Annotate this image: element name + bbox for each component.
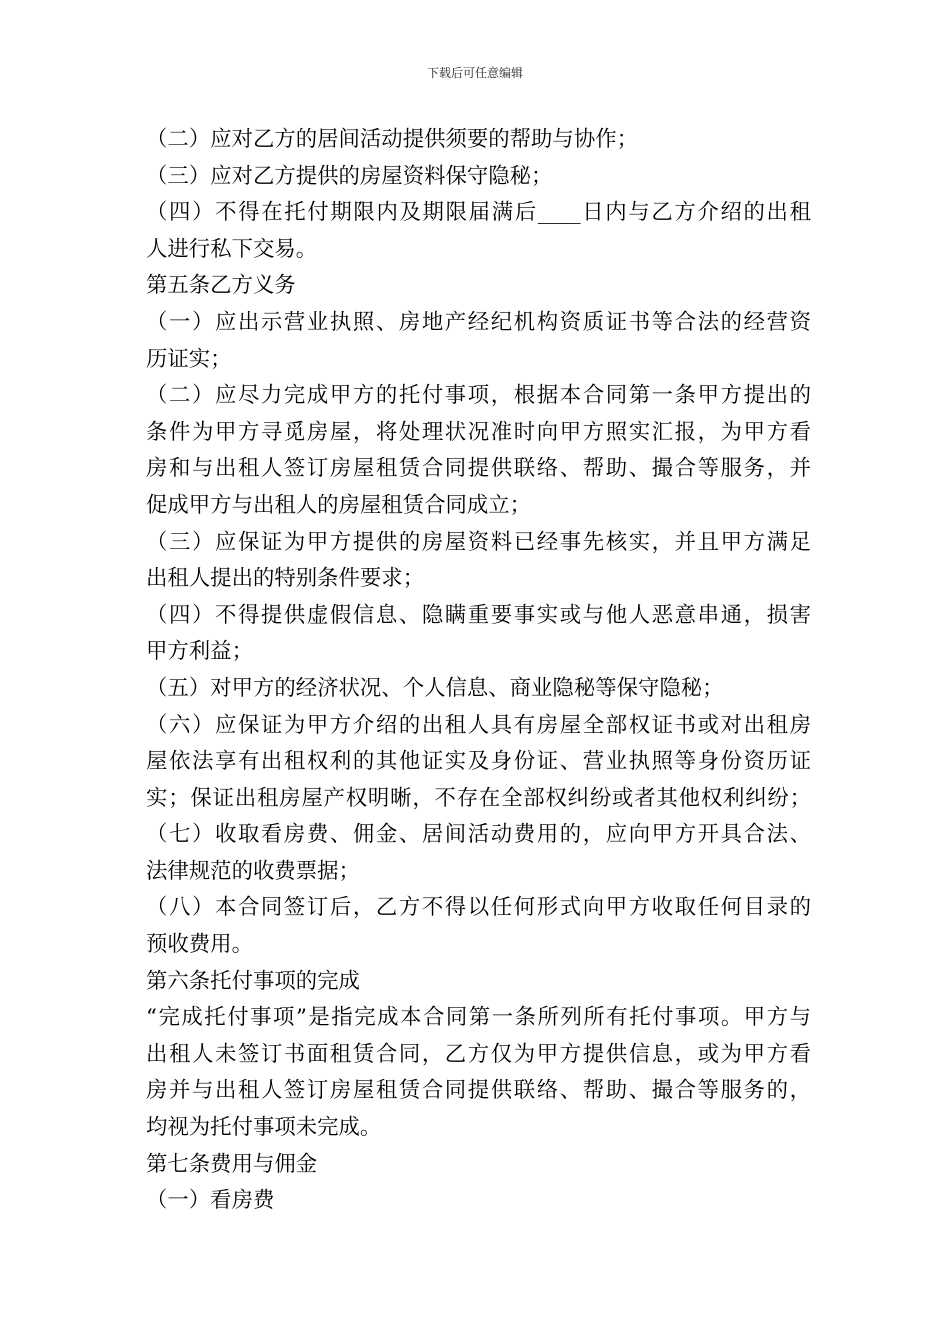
text-line: 条件为甲方寻觅房屋，将处理状况准时向甲方照实汇报，为甲方看 bbox=[146, 419, 811, 445]
text-line: 历证实； bbox=[146, 346, 232, 372]
text-line: （四）不得在托付期限内及期限届满后____日内与乙方介绍的出租 bbox=[146, 200, 811, 226]
document-body bbox=[146, 122, 811, 1220]
text-line: （三）应对乙方提供的房屋资料保守隐秘； bbox=[146, 163, 553, 189]
text-line: （二）应对乙方的居间活动提供须要的帮助与协作； bbox=[146, 127, 638, 152]
text-line: 屋依法享有出租权利的其他证实及身份证、营业执照等身份资历证 bbox=[146, 749, 811, 775]
text-line: 均视为托付事项未完成。 bbox=[146, 1115, 382, 1141]
text-line: （五）对甲方的经济状况、个人信息、商业隐秘等保守隐秘； bbox=[146, 675, 724, 701]
text-line: （一）看房费 bbox=[146, 1188, 275, 1214]
text-line: 出租人提出的特别条件要求； bbox=[146, 566, 425, 592]
text-line: （七）收取看房费、佣金、居间活动费用的，应向甲方开具合法、 bbox=[146, 822, 811, 848]
text-line: 房和与出租人签订房屋租赁合同提供联络、帮助、撮合等服务，并 bbox=[146, 456, 811, 482]
text-line: （八）本合同签订后，乙方不得以任何形式向甲方收取任何目录的 bbox=[146, 895, 811, 921]
text-line: （一）应出示营业执照、房地产经纪机构资质证书等合法的经营资 bbox=[146, 309, 811, 335]
text-line: （三）应保证为甲方提供的房屋资料已经事先核实，并且甲方满足 bbox=[146, 529, 811, 555]
text-line: “完成托付事项”是指完成本合同第一条所列所有托付事项。甲方与 bbox=[146, 1005, 811, 1031]
text-line: 预收费用。 bbox=[146, 932, 253, 958]
text-line: 房并与出租人签订房屋租赁合同提供联络、帮助、撮合等服务的， bbox=[146, 1078, 811, 1104]
text-line: 出租人未签订书面租赁合同，乙方仅为甲方提供信息，或为甲方看 bbox=[146, 1041, 811, 1067]
text-line: （六）应保证为甲方介绍的出租人具有房屋全部权证书或对出租房 bbox=[146, 712, 811, 738]
text-line: 人进行私下交易。 bbox=[146, 236, 318, 262]
text-line: 法律规范的收费票据； bbox=[146, 858, 360, 884]
section-heading: 第六条托付事项的完成 bbox=[146, 968, 360, 994]
text-line: 甲方利益； bbox=[146, 639, 253, 665]
text-line: （二）应尽力完成甲方的托付事项，根据本合同第一条甲方提出的 bbox=[146, 383, 811, 409]
text-line: （四）不得提供虚假信息、隐瞒重要事实或与他人恶意串通，损害 bbox=[146, 602, 811, 628]
text-line: 促成甲方与出租人的房屋租赁合同成立； bbox=[146, 492, 532, 518]
section-heading: 第七条费用与佣金 bbox=[146, 1151, 318, 1177]
section-heading: 第五条乙方义务 bbox=[146, 273, 296, 299]
page-header: 下载后可任意编辑 bbox=[426, 66, 523, 80]
text-line: 实；保证出租房屋产权明晰，不存在全部权纠纷或者其他权利纠纷； bbox=[146, 785, 811, 811]
